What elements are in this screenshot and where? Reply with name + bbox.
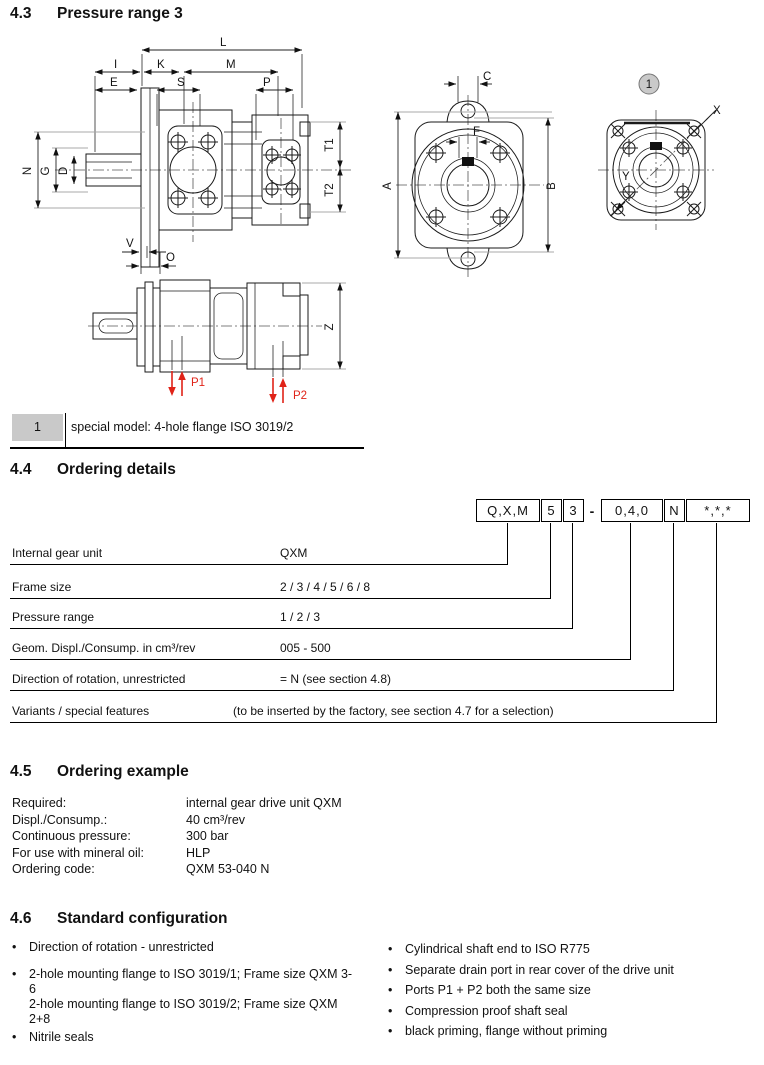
- dim-label-L: L: [220, 37, 227, 49]
- config-text: 2-hole mounting flange to ISO 3019/1; Frame size QXM 3-6: [29, 967, 353, 996]
- dim-label-T1: T1: [324, 138, 336, 152]
- bullet-icon: [12, 967, 29, 1027]
- config-text: Nitrile seals: [29, 1030, 94, 1044]
- dim-label-F: F: [473, 126, 481, 138]
- section-title: Pressure range 3: [57, 5, 183, 22]
- example-row: [12, 795, 342, 812]
- config-text: 2-hole mounting flange to ISO 3019/2; Frame size QXM 2+8: [29, 997, 338, 1026]
- example-label: Displ./Consump.:: [12, 812, 108, 827]
- section-number: 4.4: [10, 461, 32, 478]
- footnote-divider: [65, 413, 66, 447]
- config-text: black priming, flange without priming: [405, 1024, 608, 1038]
- ordering-code-diagram: [0, 499, 764, 735]
- footnote: [10, 413, 364, 449]
- row-label: Variants / special features: [12, 704, 150, 718]
- ordering-row: [10, 607, 573, 629]
- dim-label-K: K: [157, 59, 165, 71]
- example-value: 300 bar: [186, 829, 229, 843]
- side-view-drawing: [22, 37, 352, 274]
- example-label: Required:: [12, 796, 67, 810]
- example-row: [12, 861, 342, 878]
- example-label: For use with mineral oil:: [12, 845, 144, 860]
- row-value: = N (see section 4.8): [280, 672, 392, 686]
- square-flange-view-drawing: [598, 74, 721, 230]
- ordering-row: [10, 701, 717, 723]
- config-bullet-item: [388, 942, 758, 956]
- dim-label-T2: T2: [324, 183, 336, 197]
- config-bullet-item: [388, 963, 758, 977]
- dim-label-Y: Y: [622, 171, 630, 183]
- section-title: Standard configuration: [57, 910, 228, 927]
- row-label: Pressure range: [12, 610, 95, 624]
- code-dash: -: [589, 503, 595, 519]
- callout-number: 1: [645, 79, 653, 91]
- connector-line: [673, 523, 674, 690]
- section-number: 4.3: [10, 5, 32, 22]
- example-value: HLP: [186, 845, 211, 860]
- ordering-row: [10, 638, 631, 660]
- bullet-icon: [388, 1004, 405, 1018]
- dim-label-V: V: [126, 238, 134, 250]
- port-label-P1: P1: [191, 377, 206, 389]
- dim-label-S: S: [177, 77, 185, 89]
- section-heading-4-6: [10, 910, 228, 928]
- port-label-P2: P2: [293, 390, 308, 402]
- config-bullet-item: [388, 1024, 758, 1038]
- example-row: [12, 812, 342, 829]
- section-title: Ordering details: [57, 461, 176, 478]
- example-row: [12, 828, 342, 845]
- bullet-icon: [12, 940, 29, 955]
- bullet-icon: [388, 942, 405, 956]
- bullet-icon: [388, 963, 405, 977]
- config-left-column: [12, 940, 357, 1045]
- bullet-icon: [12, 1030, 29, 1045]
- connector-line: [716, 523, 717, 722]
- dim-label-P: P: [263, 77, 271, 89]
- code-box-qxm: Q,X,M: [476, 499, 540, 522]
- config-right-column: [388, 942, 758, 1045]
- row-value: QXM: [280, 546, 308, 560]
- config-text: Cylindrical shaft end to ISO R775: [405, 942, 590, 956]
- ordering-row: [10, 669, 674, 691]
- row-label: Direction of rotation, unrestricted: [12, 672, 186, 686]
- section-title: Ordering example: [57, 763, 189, 780]
- code-box-5: 5: [541, 499, 562, 522]
- front-view-drawing: [382, 71, 558, 277]
- dim-label-D: D: [58, 166, 70, 176]
- dim-label-Z: Z: [324, 323, 336, 331]
- example-value: QXM 53-040 N: [186, 862, 270, 876]
- example-label: Ordering code:: [12, 862, 95, 876]
- dim-label-A: A: [382, 182, 394, 190]
- section-heading-4-3: [10, 5, 183, 23]
- dim-label-I: I: [114, 59, 118, 71]
- pump-technical-drawing: [0, 28, 764, 416]
- row-value: 005 - 500: [280, 641, 331, 655]
- bullet-icon: [388, 1024, 405, 1038]
- dim-label-E: E: [110, 77, 118, 89]
- example-value: 40 cm³/rev: [186, 812, 246, 827]
- ordering-example-list: [12, 795, 342, 878]
- bullet-icon: [388, 983, 405, 997]
- example-row: [12, 845, 342, 862]
- config-text: Ports P1 + P2 both the same size: [405, 983, 591, 997]
- config-bullet-item: [12, 1030, 357, 1045]
- config-text: Direction of rotation - unrestricted: [29, 940, 214, 954]
- example-value: internal gear drive unit QXM: [186, 796, 342, 810]
- dim-label-X: X: [713, 105, 721, 117]
- bottom-side-view-drawing: [88, 280, 346, 403]
- footnote-marker: 1: [12, 414, 63, 441]
- row-value: (to be inserted by the factory, see section 4.7 for a selection): [233, 704, 554, 718]
- code-box-n: N: [664, 499, 685, 522]
- code-box-040: 0,4,0: [601, 499, 663, 522]
- config-bullet-item: [12, 967, 357, 1027]
- row-value: 2 / 3 / 4 / 5 / 6 / 8: [280, 580, 371, 594]
- row-label: Frame size: [12, 580, 72, 594]
- section-number: 4.6: [10, 910, 32, 927]
- example-label: Continuous pressure:: [12, 829, 131, 843]
- section-heading-4-5: [10, 763, 189, 781]
- code-box-3: 3: [563, 499, 584, 522]
- config-bullet-item: [388, 1004, 758, 1018]
- row-label: Internal gear unit: [12, 546, 103, 560]
- dim-label-G: G: [40, 166, 52, 176]
- row-label: Geom. Displ./Consump. in cm³/rev: [12, 641, 196, 655]
- section-number: 4.5: [10, 763, 32, 780]
- config-bullet-item: [12, 940, 357, 955]
- footnote-text: special model: 4-hole flange ISO 3019/2: [71, 420, 294, 434]
- dim-label-M: M: [226, 59, 236, 71]
- row-value: 1 / 2 / 3: [280, 610, 321, 624]
- ordering-row: [10, 543, 508, 565]
- config-bullet-item: [388, 983, 758, 997]
- section-heading-4-4: [10, 461, 176, 479]
- config-text: Separate drain port in rear cover of the drive unit: [405, 962, 674, 977]
- dim-label-O: O: [166, 252, 175, 264]
- ordering-row: [10, 577, 551, 599]
- config-text: Compression proof shaft seal: [405, 1003, 568, 1018]
- code-box-stars: *,*,*: [686, 499, 750, 522]
- dim-label-C: C: [483, 71, 492, 83]
- dim-label-N: N: [22, 166, 34, 176]
- dim-label-B: B: [546, 182, 558, 190]
